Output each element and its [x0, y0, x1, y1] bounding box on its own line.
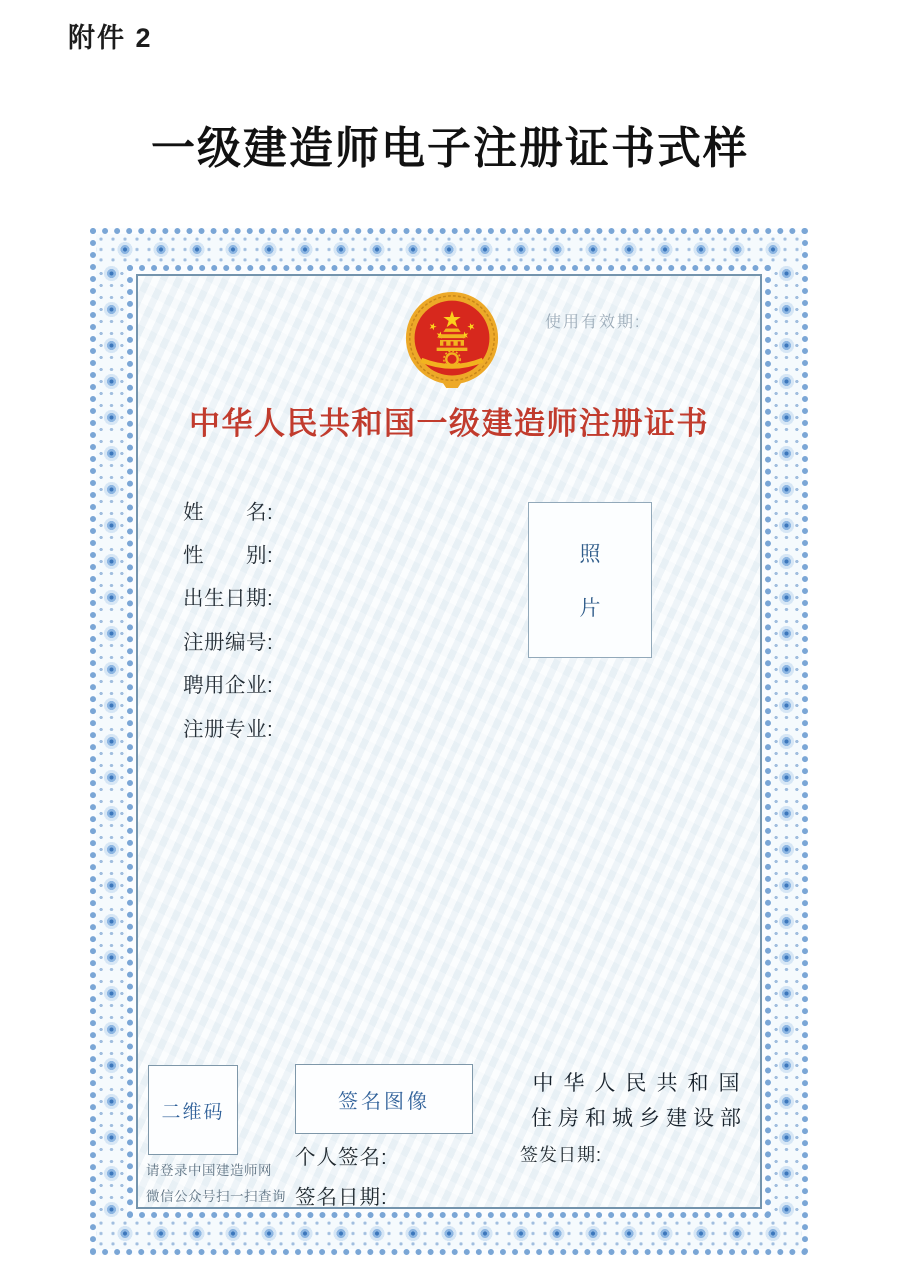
certificate [90, 228, 808, 1255]
ornate-border-right [771, 265, 802, 1218]
qr-box-label: 二维码 [161, 1101, 225, 1123]
field-row-registered-major [183, 705, 273, 748]
fields-block [183, 488, 273, 748]
certificate-inner-frame [127, 265, 771, 1218]
qr-code-placeholder-box [148, 1065, 238, 1155]
signature-date-label: 签名日期: [295, 1186, 388, 1209]
field-label-birthdate: 出生日期: [183, 587, 274, 611]
ornate-border-left [96, 265, 127, 1218]
photo-label-line2: 片 [579, 597, 601, 620]
field-label-name: 姓 名: [183, 500, 274, 524]
field-label-registration-no: 注册编号: [183, 630, 274, 654]
page-title: 一级建造师电子注册证书式样 [151, 124, 749, 173]
field-row-birthdate [183, 575, 273, 618]
issuer-name-line1: 中华人民共和国 [532, 1072, 750, 1095]
issue-date-label: 签发日期: [520, 1145, 603, 1165]
validity-label: 使用有效期: [545, 314, 642, 331]
qr-note-line1: 请登录中国建造师网 [146, 1163, 272, 1178]
certificate-content [136, 274, 762, 1209]
signature-box-label: 签名图像 [338, 1090, 430, 1113]
photo-placeholder-box [528, 502, 652, 658]
attachment-label: 附件 2 [68, 23, 153, 53]
issuer-name-line2: 住房和城乡建设部 [531, 1107, 747, 1130]
ornate-border-bottom [96, 1218, 802, 1249]
signature-image-box [295, 1064, 473, 1134]
certificate-title: 中华人民共和国一级建造师注册证书 [189, 406, 709, 441]
qr-note [146, 1158, 286, 1210]
field-label-gender: 性 别: [183, 544, 274, 568]
issuer-name [516, 1066, 756, 1136]
ornate-border-top [96, 234, 802, 265]
personal-signature-label: 个人签名: [295, 1146, 388, 1169]
photo-label-line1: 照 [579, 543, 601, 566]
field-row-employer [183, 662, 273, 705]
china-national-emblem-icon [404, 290, 500, 390]
field-row-registration-no [183, 618, 273, 661]
qr-note-line2: 微信公众号扫一扫查询 [146, 1189, 286, 1204]
field-label-employer: 聘用企业: [183, 674, 274, 698]
field-label-registered-major: 注册专业: [183, 717, 274, 741]
field-row-name [183, 488, 273, 531]
field-row-gender [183, 531, 273, 574]
